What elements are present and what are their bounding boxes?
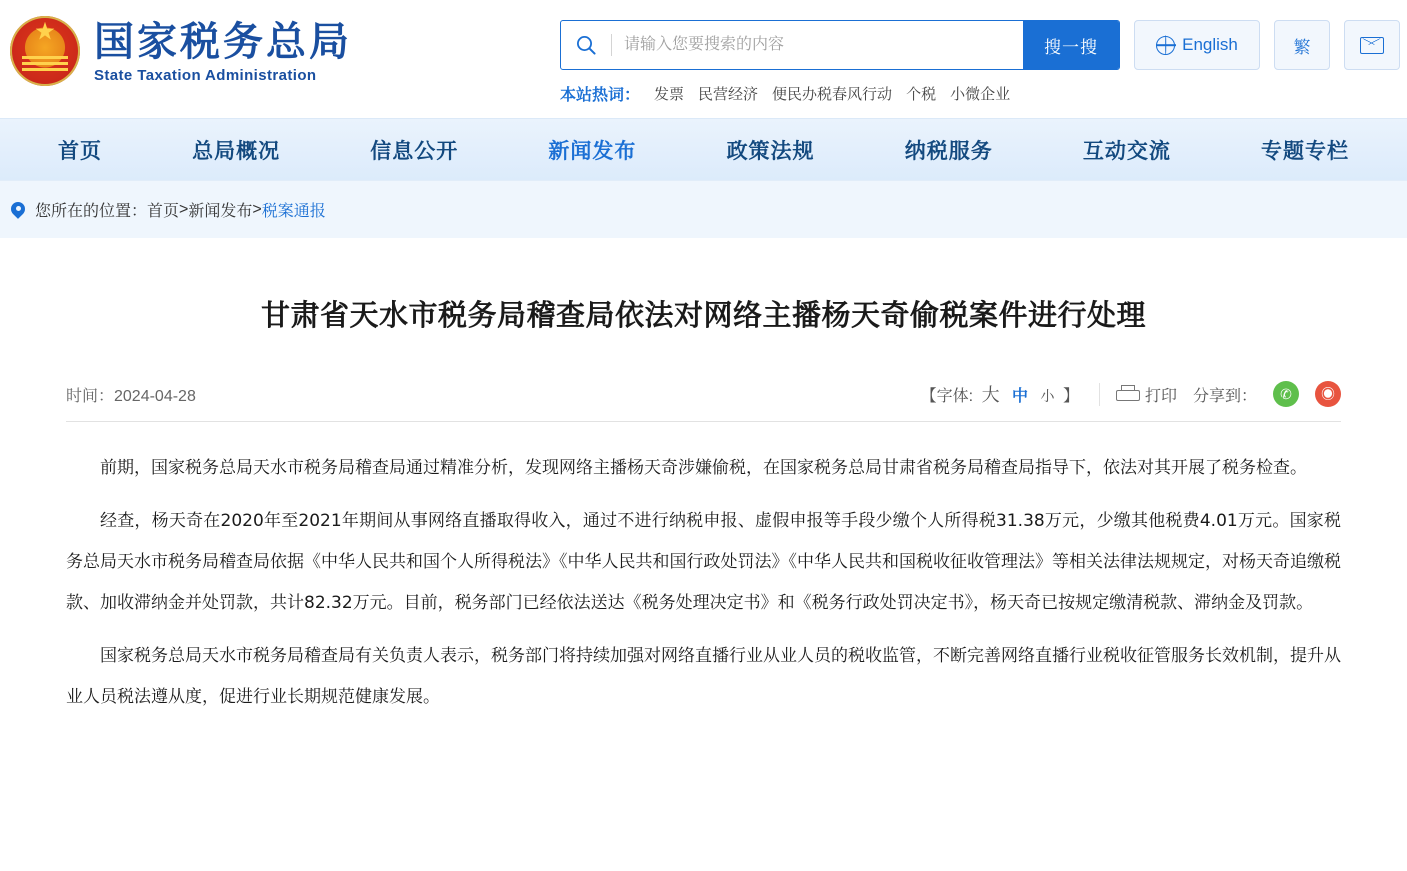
- hotword-link[interactable]: 小微企业: [950, 86, 1011, 103]
- breadcrumb-item-news[interactable]: 新闻发布: [188, 203, 253, 220]
- nav-item-home[interactable]: 首页: [58, 139, 102, 163]
- font-size-label: 【字体:: [920, 388, 974, 405]
- article-body: [66, 422, 1341, 718]
- breadcrumb-item-home[interactable]: 首页: [147, 203, 180, 220]
- hotwords-label: 本站热词：: [560, 87, 641, 104]
- site-header: [0, 0, 1407, 118]
- language-english-label: English: [1182, 35, 1238, 54]
- article-page: [0, 238, 1407, 718]
- printer-icon: [1116, 385, 1138, 403]
- envelope-icon: [1360, 37, 1384, 54]
- article-paragraph: 前期，国家税务总局天水市税务局稽查局通过精准分析，发现网络主播杨天奇涉嫌偷税，在国家税务总局甘肃省税务局稽查局指导下，依法对其开展了税务检查。: [100, 458, 1307, 478]
- language-english-button[interactable]: [1134, 20, 1260, 70]
- nav-item-special[interactable]: 专题专栏: [1260, 139, 1349, 163]
- logo-title-cn: 国家税务总局: [94, 17, 352, 65]
- logo-text: [94, 19, 352, 84]
- font-size-large-button[interactable]: 大: [981, 385, 1000, 405]
- wechat-share-icon[interactable]: ✆: [1273, 381, 1299, 407]
- breadcrumb-separator: >: [252, 200, 262, 218]
- article-time: 时间：2024-04-28: [66, 387, 196, 405]
- nav-item-services[interactable]: 纳税服务: [904, 139, 993, 163]
- breadcrumb-separator: >: [179, 200, 189, 218]
- nav-item-overview[interactable]: 总局概况: [192, 139, 281, 163]
- location-pin-icon: [10, 202, 26, 218]
- article-paragraph: 国家税务总局天水市税务局稽查局有关负责人表示，税务部门将持续加强对网络直播行业从业人员的税收监管，不断完善网络直播行业税收征管服务长效机制，提升从业人员税法遵从度，促进行业长期规范健康发展。: [66, 646, 1341, 707]
- nav-item-disclosure[interactable]: 信息公开: [370, 139, 459, 163]
- main-navigation: [0, 118, 1407, 180]
- mail-button[interactable]: [1344, 20, 1400, 70]
- share-label: 分享到：: [1192, 387, 1257, 405]
- nav-item-news[interactable]: 新闻发布: [548, 139, 637, 163]
- language-traditional-button[interactable]: 繁: [1274, 20, 1330, 70]
- globe-icon: [1156, 36, 1175, 55]
- search-icon: [561, 21, 611, 69]
- hotword-link[interactable]: 发票: [654, 86, 685, 103]
- breadcrumb-label: 您所在的位置：: [35, 203, 148, 220]
- breadcrumb-item-current[interactable]: 税案通报: [261, 203, 326, 220]
- search-row: [560, 20, 1407, 70]
- font-size-group: [921, 381, 1079, 407]
- weibo-share-icon[interactable]: ◉: [1315, 381, 1341, 407]
- font-size-label-end: 】: [1062, 388, 1079, 405]
- nav-item-interaction[interactable]: 互动交流: [1082, 139, 1171, 163]
- national-emblem-icon: [10, 16, 80, 86]
- hotword-link[interactable]: 个税: [906, 86, 937, 103]
- header-right: [560, 0, 1407, 105]
- search-box[interactable]: [560, 20, 1120, 70]
- breadcrumb: [0, 180, 1407, 238]
- site-logo[interactable]: [0, 0, 560, 86]
- search-button[interactable]: 搜一搜: [1023, 21, 1119, 69]
- page-title: 甘肃省天水市税务局稽查局依法对网络主播杨天奇偷税案件进行处理: [260, 298, 1146, 332]
- search-input[interactable]: [612, 21, 1023, 69]
- print-label: 打印: [1144, 387, 1177, 405]
- hotword-link[interactable]: 民营经济: [698, 86, 759, 103]
- hotword-link[interactable]: 便民办税春风行动: [772, 86, 893, 103]
- article-paragraph: 经查，杨天奇在2020年至2021年期间从事网络直播取得收入，通过不进行纳税申报、虚假申报等手段少缴个人所得税31.38万元，少缴其他税费4.01万元。国家税务总局天水市税务局稽查局依据《中华人民共和国个人所得税法》《中华人民共和国行政处罚法》《中华人民共和国税收征收管理法》等相关法律法规规定，对杨天奇追缴税款、加收滞纳金并处罚款，共计82.32万元。目前，税务部门已经依法送达《税务处理决定书》和《税务行政处罚决定书》，杨天奇已按规定缴清税款、滞纳金及罚款。: [66, 511, 1341, 613]
- logo-title-en: State Taxation Administration: [94, 66, 317, 84]
- font-size-medium-button[interactable]: 中: [1012, 388, 1029, 405]
- article-meta: [66, 381, 1341, 422]
- print-button[interactable]: [1099, 383, 1177, 406]
- font-size-small-button[interactable]: 小: [1040, 388, 1055, 404]
- article-tools: [921, 381, 1341, 407]
- hotwords-bar: [560, 82, 1407, 105]
- nav-item-policy[interactable]: 政策法规: [726, 139, 815, 163]
